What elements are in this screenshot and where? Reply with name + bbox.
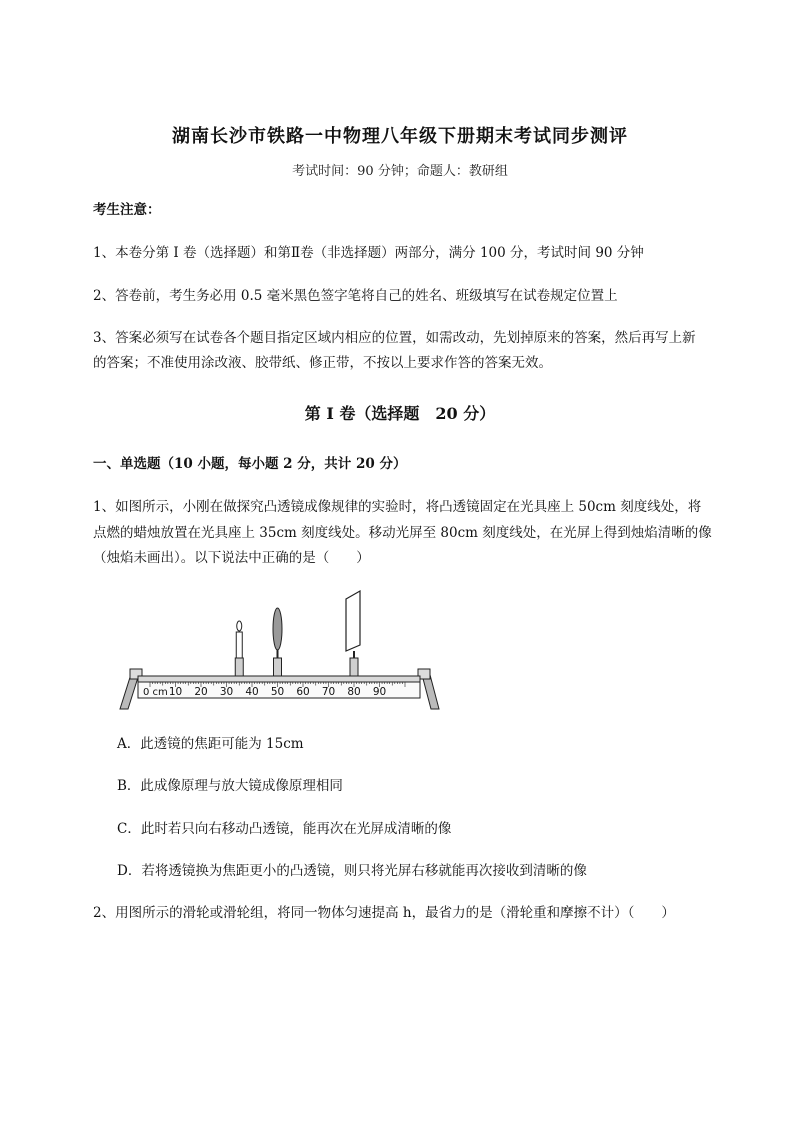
- candle: [235, 621, 243, 676]
- scale-tick-label: 30: [219, 686, 234, 698]
- light-screen: [346, 591, 360, 676]
- lens-holder: [274, 658, 282, 676]
- section-title: 第 I 卷（选择题 20 分）: [304, 404, 496, 423]
- candle-body: [236, 632, 242, 658]
- notice-item: 3、答案必须写在试卷各个题目指定区域内相应的位置，如需改动，先划掉原来的答案，然后再写上新: [93, 330, 696, 346]
- scale-tick-labels: [169, 686, 386, 698]
- question-1-text: （烛焰未画出）。以下说法中正确的是（ ）: [93, 550, 370, 566]
- exam-info: 考试时间：90 分钟；命题人：教研组: [292, 164, 508, 179]
- scale-tick-label: 40: [245, 686, 259, 698]
- option-d[interactable]: D．若将透镜换为焦距更小的凸透镜，则只将光屏右移就能再次接收到清晰的像: [117, 863, 587, 879]
- notice-item: 1、本卷分第 I 卷（选择题）和第Ⅱ卷（非选择题）两部分，满分 100 分，考试时间 90 分钟: [93, 245, 644, 261]
- part-heading: 一、单选题（10 小题，每小题 2 分，共计 20 分）: [93, 456, 407, 472]
- bench-rail-top: [138, 676, 420, 682]
- page-title: 湖南长沙市铁路一中物理八年级下册期末考试同步测评: [172, 126, 628, 147]
- scale-tick-label: 20: [194, 686, 208, 698]
- screen-panel: [346, 591, 360, 651]
- scale-tick-label: 10: [168, 686, 183, 698]
- convex-lens: [273, 608, 282, 676]
- scale-tick-label: 90: [372, 686, 387, 698]
- scale-tick-label: 80: [347, 686, 361, 698]
- question-2-text: 2、用图所示的滑轮或滑轮组，将同一物体匀速提高 h，最省力的是（滑轮重和摩擦不计）（ ）: [93, 905, 675, 921]
- candle-holder: [235, 658, 243, 676]
- notice-item: 2、答卷前，考生务必用 0.5 毫米黑色签字笔将自己的姓名、班级填写在试卷规定位置上: [93, 288, 618, 304]
- optical-bench-figure: [118, 585, 443, 715]
- screen-holder: [350, 658, 358, 676]
- option-a[interactable]: A．此透镜的焦距可能为 15cm: [117, 736, 304, 752]
- scale-zero-label: 0 cm: [143, 687, 168, 698]
- question-1-text: 1、如图所示，小刚在做探究凸透镜成像规律的实验时，将凸透镜固定在光具座上 50cm 刻度线处，将: [93, 499, 702, 515]
- notice-item-continued: 的答案；不准使用涂改液、胶带纸、修正带，不按以上要求作答的答案无效。: [93, 355, 552, 371]
- lens-glass: [273, 608, 282, 650]
- scale-tick-label: 70: [321, 686, 336, 698]
- scale-tick-label: 50: [270, 686, 285, 698]
- question-1-text: 点燃的蜡烛放置在光具座上 35cm 刻度线处。移动光屏至 80cm 刻度线处，在光屏上得到烛焰清晰的像: [93, 525, 712, 541]
- option-b[interactable]: B．此成像原理与放大镜成像原理相同: [117, 778, 343, 794]
- scale-tick-label: 60: [296, 686, 310, 698]
- option-c[interactable]: C．此时若只向右移动凸透镜，能再次在光屏成清晰的像: [117, 821, 452, 837]
- notice-heading: 考生注意：: [93, 202, 161, 218]
- candle-flame: [237, 621, 242, 631]
